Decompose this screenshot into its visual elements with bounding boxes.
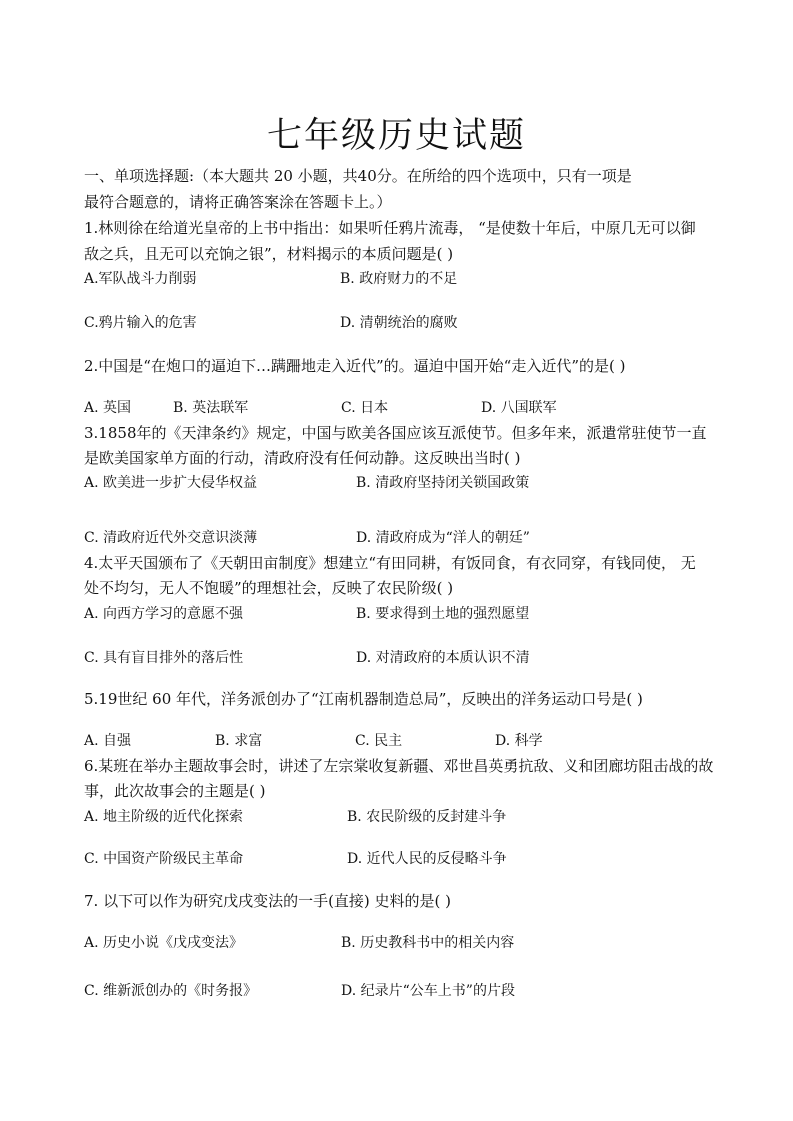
question-7-stem-line-1: 7. 以下可以作为研究戊戌变法的一手(直接) 史料的是( ) [84, 892, 452, 910]
question-4-stem-line-1: 4.太平天国颁布了《天朝田亩制度》想建立“有田同耕，有饭同食，有衣同穿，有钱同使， 无 [84, 554, 696, 572]
question-7-option-c: C. 维新派创办的《时务报》 [84, 983, 258, 999]
question-1-stem-line-1: 1.林则徐在给道光皇帝的上书中指出：如果听任鸦片流毒， “是使数十年后，中原几无可以御 [84, 219, 696, 237]
page-title: 七年级历史试题 [266, 116, 526, 156]
section-instructions-line-1: 一、单项选择题:（本大题共 20 小题，共40分。在所给的四个选项中，只有一项是 [84, 167, 632, 185]
question-4-option-d: D. 对清政府的本质认识不清 [356, 650, 530, 666]
question-6-stem-line-1: 6.某班在举办主题故事会时，讲述了左宗棠收复新疆、邓世昌英勇抗敌、义和团廊坊阻击战的故 [84, 757, 714, 775]
question-1-stem-line-2: 敌之兵，且无可以充饷之银”，材料揭示的本质问题是( ) [84, 245, 454, 263]
question-6-option-d: D. 近代人民的反侵略斗争 [347, 851, 507, 867]
question-5-option-d: D. 科学 [495, 733, 543, 749]
question-2-option-d: D. 八国联军 [481, 400, 557, 416]
question-5-option-c: C. 民主 [355, 733, 403, 749]
question-7-option-b: B. 历史教科书中的相关内容 [341, 935, 515, 951]
question-3-stem-line-2: 是欧美国家单方面的行动，清政府没有任何动静。这反映出当时( ) [84, 449, 521, 467]
question-6-option-b: B. 农民阶级的反封建斗争 [347, 809, 507, 825]
question-2-option-c: C. 日本 [341, 400, 389, 416]
section-instructions-line-2: 最符合题意的，请将正确答案涂在答题卡上。） [84, 193, 392, 211]
question-3-stem-line-1: 3.1858年的《天津条约》规定，中国与欧美各国应该互派使节。但多年来，派遣常驻使节一直 [84, 424, 707, 442]
question-4-stem-line-2: 处不均匀，无人不饱暖”的理想社会，反映了农民阶级( ) [84, 579, 454, 597]
question-3-option-d: D. 清政府成为“洋人的朝廷” [356, 530, 530, 546]
question-3-option-c: C. 清政府近代外交意识淡薄 [84, 530, 258, 546]
question-2-option-a: A. 英国 [84, 400, 132, 416]
question-2-stem-line-1: 2.中国是“在炮口的逼迫下…蹒跚地走入近代”的。逼迫中国开始“走入近代”的是( ) [84, 357, 626, 375]
question-7-option-a: A. 历史小说《戊戌变法》 [84, 935, 244, 951]
question-3-option-a: A. 欧美进一步扩大侵华权益 [84, 475, 258, 491]
question-4-option-c: C. 具有盲目排外的落后性 [84, 650, 244, 666]
question-2-option-b: B. 英法联军 [173, 400, 249, 416]
question-6-option-c: C. 中国资产阶级民主革命 [84, 851, 244, 867]
question-1-option-c: C.鸦片输入的危害 [84, 315, 197, 331]
question-3-option-b: B. 清政府坚持闭关锁国政策 [356, 475, 530, 491]
question-4-option-b: B. 要求得到土地的强烈愿望 [356, 606, 530, 622]
question-1-option-a: A.军队战斗力削弱 [84, 271, 197, 287]
question-5-option-a: A. 自强 [84, 733, 132, 749]
question-1-option-b: B. 政府财力的不足 [340, 271, 458, 287]
question-7-option-d: D. 纪录片“公车上书”的片段 [341, 983, 515, 999]
question-1-option-d: D. 清朝统治的腐败 [340, 315, 458, 331]
question-5-option-b: B. 求富 [215, 733, 263, 749]
question-6-option-a: A. 地主阶级的近代化探索 [84, 809, 244, 825]
question-6-stem-line-2: 事，此次故事会的主题是( ) [84, 782, 266, 800]
question-4-option-a: A. 向西方学习的意愿不强 [84, 606, 244, 622]
question-5-stem-line-1: 5.19世纪 60 年代，洋务派创办了“江南机器制造总局”，反映出的洋务运动口号是( ) [84, 690, 643, 708]
